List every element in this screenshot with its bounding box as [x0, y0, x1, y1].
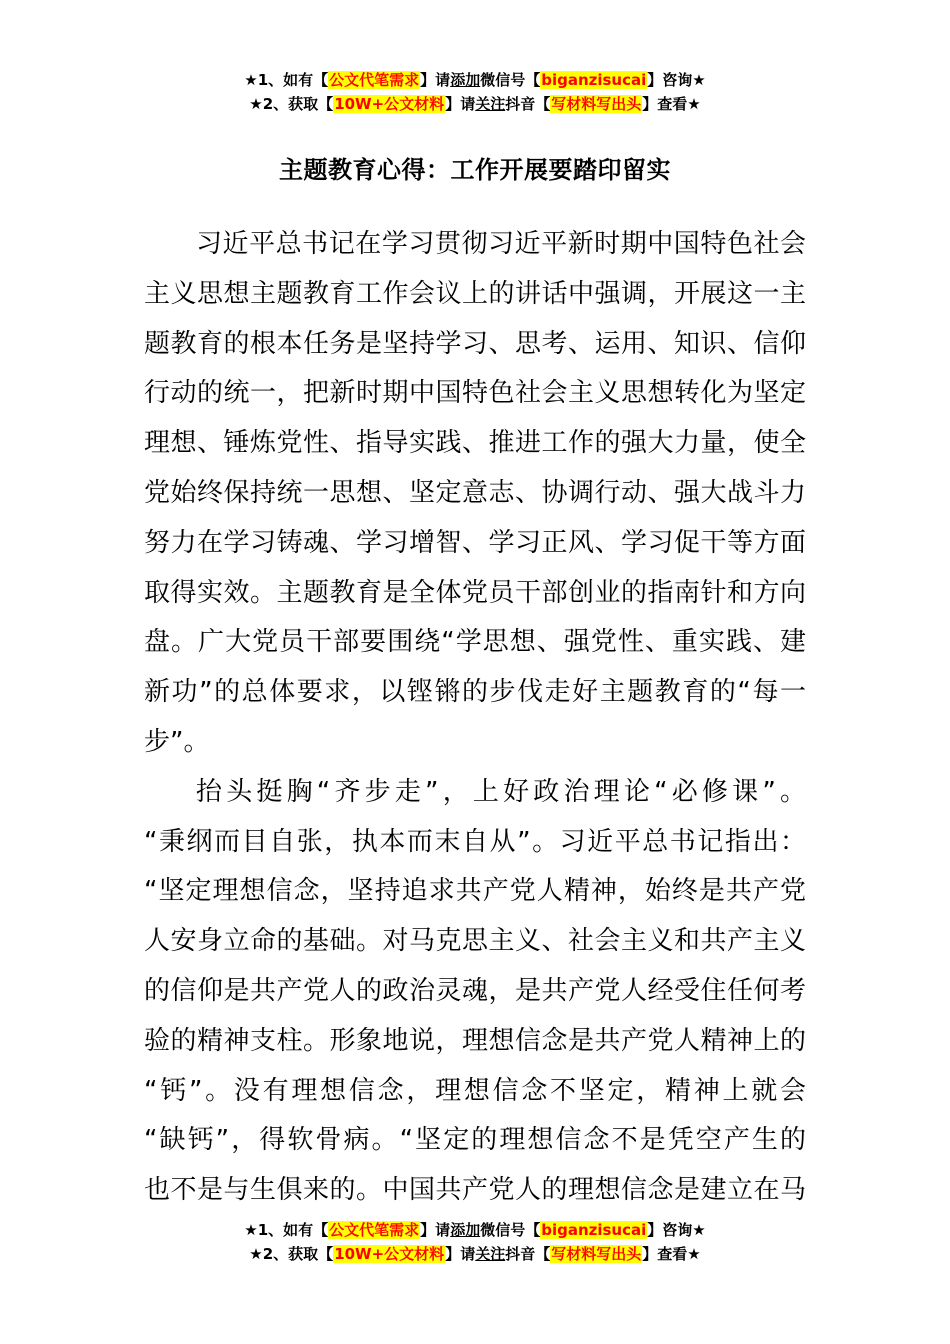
banner-text: ★1、如有【 — [244, 71, 329, 89]
banner-text: 】请 — [420, 1221, 451, 1239]
banner-underline: 关注 — [475, 1245, 506, 1263]
banner-text: ★1、如有【 — [244, 1221, 329, 1239]
body-line: “秉纲而目自张，执本而末自从”。习近平总书记指出： — [144, 826, 806, 857]
body-line: 题教育的根本任务是坚持学习、思考、运用、知识、信仰 — [144, 328, 806, 359]
body-line: 抬头挺胸“齐步走”，上好政治理论“必修课”。 — [196, 776, 806, 807]
body-line: 习近平总书记在学习贯彻习近平新时期中国特色社会 — [196, 229, 806, 259]
banner-highlight: biganzisucai — [541, 1221, 647, 1239]
banner-text: 】咨询★ — [647, 1221, 706, 1239]
banner-line-2 — [0, 1242, 950, 1266]
top-banner — [0, 68, 950, 116]
banner-highlight: 10W+公文材料 — [334, 95, 445, 113]
banner-highlight: 写材料写出头 — [551, 95, 642, 113]
banner-text: 】请 — [445, 1245, 476, 1263]
banner-text: 】请 — [445, 95, 476, 113]
banner-text: 】查看★ — [642, 95, 701, 113]
banner-text: 】查看★ — [642, 1245, 701, 1263]
document-title: 主题教育心得：工作开展要踏印留实 — [279, 156, 671, 184]
body-line: 努力在学习铸魂、学习增智、学习正风、学习促干等方面 — [144, 527, 806, 558]
banner-text: 抖音【 — [505, 95, 551, 113]
banner-highlight: 写材料写出头 — [551, 1245, 642, 1263]
document-body — [144, 220, 806, 1216]
banner-line-2 — [0, 92, 950, 116]
body-line: 验的精神支柱。形象地说，理想信念是共产党人精神上的 — [144, 1025, 806, 1056]
body-line: 理想、锤炼党性、指导实践、推进工作的强大力量，使全 — [144, 428, 806, 459]
banner-text: ★2、获取【 — [249, 1245, 334, 1263]
banner-highlight: 公文代笔需求 — [329, 1221, 420, 1239]
body-line: 新功”的总体要求，以铿锵的步伐走好主题教育的“每一 — [144, 677, 806, 708]
body-line: 也不是与生俱来的。中国共产党人的理想信念是建立在马 — [144, 1175, 806, 1206]
body-line: 人安身立命的基础。对马克思主义、社会主义和共产主义 — [144, 926, 806, 957]
body-line: 盘。广大党员干部要围绕“学思想、强党性、重实践、建 — [144, 627, 806, 658]
body-line: 取得实效。主题教育是全体党员干部创业的指南针和方向 — [144, 577, 806, 608]
body-line: 步”。 — [144, 726, 210, 757]
banner-highlight: 公文代笔需求 — [329, 71, 420, 89]
banner-underline: 添加 — [450, 1221, 481, 1239]
banner-text: ★2、获取【 — [249, 95, 334, 113]
banner-text: 】请 — [420, 71, 451, 89]
banner-text: 微信号【 — [480, 1221, 541, 1239]
body-line: “钙”。没有理想信念，理想信念不坚定，精神上就会 — [144, 1075, 806, 1106]
banner-line-1 — [0, 1218, 950, 1242]
banner-text: 抖音【 — [505, 1245, 551, 1263]
banner-line-1 — [0, 68, 950, 92]
banner-underline: 关注 — [475, 95, 506, 113]
banner-text: 微信号【 — [480, 71, 541, 89]
banner-highlight: biganzisucai — [541, 71, 647, 89]
banner-text: 】咨询★ — [647, 71, 706, 89]
bottom-banner — [0, 1218, 950, 1266]
body-line: 的信仰是共产党人的政治灵魂，是共产党人经受住任何考 — [144, 975, 806, 1006]
body-line: “缺钙”，得软骨病。“坚定的理想信念不是凭空产生的 — [144, 1125, 806, 1156]
body-line: 行动的统一，把新时期中国特色社会主义思想转化为坚定 — [144, 378, 806, 409]
body-line: 党始终保持统一思想、坚定意志、协调行动、强大战斗力 — [144, 477, 806, 508]
banner-highlight: 10W+公文材料 — [334, 1245, 445, 1263]
banner-underline: 添加 — [450, 71, 481, 89]
body-line: 主义思想主题教育工作会议上的讲话中强调，开展这一主 — [144, 278, 806, 309]
body-line: “坚定理想信念，坚持追求共产党人精神，始终是共产党 — [144, 876, 806, 907]
